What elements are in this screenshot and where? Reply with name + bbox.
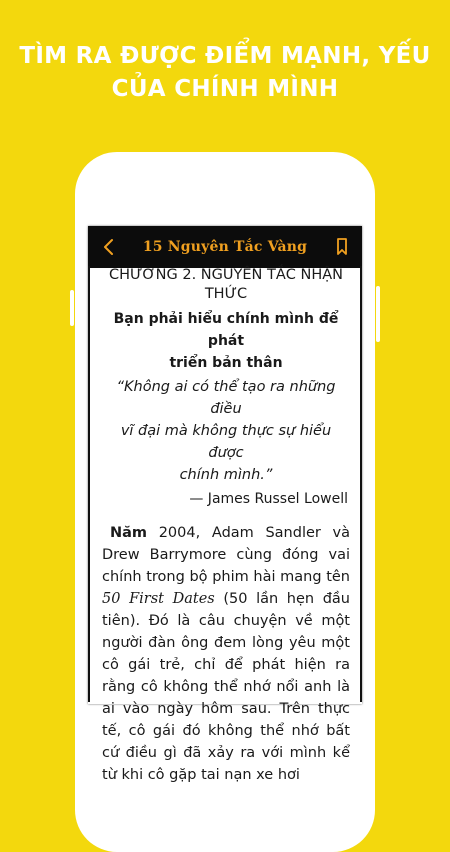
- chapter-heading-line2: THỨC: [204, 286, 248, 302]
- chevron-left-icon[interactable]: [102, 236, 116, 263]
- chapter-subtitle: [102, 308, 350, 374]
- epigraph-quote: [102, 376, 350, 486]
- chapter-heading-line1: CHƯƠNG 2. NGUYÊN TẮC NHẬN: [108, 267, 344, 283]
- app-bar: [88, 226, 362, 268]
- quote-author: — James Russel Lowell: [189, 491, 348, 507]
- movie-title: 50 First Dates: [102, 591, 215, 607]
- chapter-heading: [102, 266, 350, 304]
- chapter-subtitle-line1: Bạn phải hiểu chính mình để phát: [113, 311, 339, 349]
- chapter-subtitle-line2: triển bản thân: [169, 355, 283, 371]
- bookmark-icon[interactable]: [336, 238, 348, 261]
- phone-power-button: [376, 286, 380, 342]
- paragraph-text-1: 2004, Adam Sandler và Drew Barrymore cùng đóng vai chính trong bộ phim hài mang tên: [102, 525, 350, 585]
- epigraph-quote-line1: “Không ai có thể tạo ra những điều: [116, 379, 336, 417]
- book-title: 15 Nguyên Tắc Vàng: [142, 239, 308, 255]
- promo-headline: [0, 40, 450, 106]
- paragraph-text-2: (50 lần hẹn đầu tiên). Đó là câu chuyện về một người đàn ông đem lòng yêu một cô gái trẻ, chỉ để phát hiện ra rằng cô không thể nhớ nổi anh là ai vào ngày hôm sau. Trên thực tế, cô gái đó không thể nhớ bất cứ điều gì đã xảy ra với mình kể từ khi cô gặp tai nạn xe hơi: [102, 591, 350, 783]
- phone-volume-button: [70, 290, 74, 326]
- reader-content[interactable]: [88, 266, 362, 783]
- epigraph-quote-line3: chính mình.”: [179, 467, 273, 483]
- phone-screen: [88, 226, 362, 783]
- paragraph-first-word: Năm: [110, 525, 148, 541]
- epigraph-quote-line2: vĩ đại mà không thực sự hiểu được: [120, 423, 332, 461]
- body-paragraph: [102, 522, 350, 786]
- promo-headline-line1: TÌM RA ĐƯỢC ĐIỂM MẠNH, YẾU: [19, 43, 431, 69]
- promo-headline-line2: CỦA CHÍNH MÌNH: [111, 76, 339, 102]
